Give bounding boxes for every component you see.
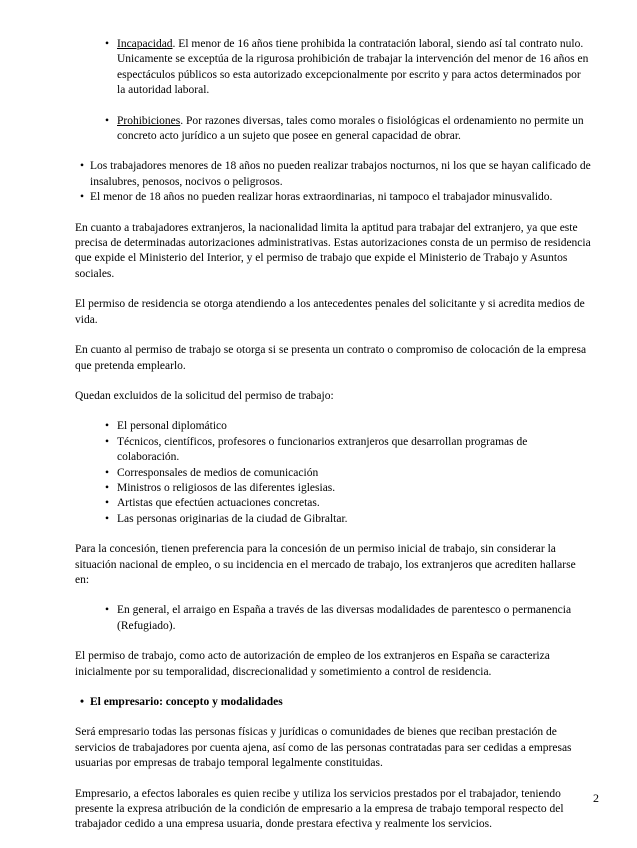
paragraph-empresario-efectos: Empresario, a efectos laborales es quien recibe y utiliza los servicios prestados por el trabajador, teniendo presente la expresa atribución de la condición de empresario a la empresa de trabajo temporal respecto del trabajador cedido a una empresa usuaria, donde prestara efectiva y realmente los servicios. bbox=[75, 787, 564, 831]
paragraph-excluidos-intro: Quedan excluidos de la solicitud del permiso de trabajo: bbox=[75, 389, 334, 402]
bullet-text: . Por razones diversas, tales como morales o fisiológicas el ordenamiento no permite un concreto acto jurídico a un sujeto que posee en general capacidad de obrar. bbox=[117, 114, 584, 143]
bullet-lead-underlined: Prohibiciones bbox=[117, 114, 181, 127]
minors-bullet-list bbox=[75, 159, 591, 205]
bullet-item: • Artistas que efectúen actuaciones concretas. bbox=[75, 496, 591, 511]
page-number: 2 bbox=[593, 791, 599, 805]
document-content bbox=[75, 37, 591, 848]
paragraph-permiso-trabajo: En cuanto al permiso de trabajo se otorga si se presenta un contrato o compromiso de colocación de la empresa que pretenda emplearlo. bbox=[75, 344, 587, 372]
bullet-item: • El menor de 18 años no pueden realizar horas extraordinarias, ni tampoco el trabajador minusvalido. bbox=[75, 190, 591, 205]
bullet-item: • Los trabajadores menores de 18 años no pueden realizar trabajos nocturnos, ni los que se hayan calificado de insalubres, penosos, nocivos o peligrosos. bbox=[75, 159, 591, 190]
bullet-item-incapacidad bbox=[75, 37, 591, 99]
bullet-item: • Las personas originarias de la ciudad de Gibraltar. bbox=[75, 512, 591, 527]
preference-bullet-list bbox=[75, 603, 591, 634]
bullet-item: • Ministros o religiosos de las diferentes iglesias. bbox=[75, 481, 591, 496]
bullet-text: . El menor de 16 años tiene prohibida la contratación laboral, siendo así tal contrato nulo. Unicamente se exceptúa de la rigurosa prohibición de trabajar la intervención del menor de 16 años en espectáculos públicos so esta autorizado excepcionalmente por escrito y para actos determinados por la autoridad laboral. bbox=[117, 38, 589, 97]
bullet-item: • En general, el arraigo en España a través de las diversas modalidades de parentesco o permanencia (Refugiado). bbox=[75, 603, 591, 634]
paragraph-concesion: Para la concesión, tienen preferencia para la concesión de un permiso inicial de trabajo, sin considerar la situación nacional de empleo, o su incidencia en el mercado de trabajo, los extranjeros que acrediten hallarse en: bbox=[75, 543, 576, 586]
excluded-bullet-list bbox=[75, 419, 591, 527]
bullet-lead-underlined: Incapacidad bbox=[117, 38, 173, 50]
capacity-bullet-list bbox=[75, 37, 591, 144]
bullet-item: • Corresponsales de medios de comunicación bbox=[75, 466, 591, 481]
bullet-item-prohibiciones bbox=[75, 114, 591, 145]
bullet-item: • El personal diplomático bbox=[75, 419, 591, 434]
bullet-item: • Técnicos, científicos, profesores o funcionarios extranjeros que desarrollan programas de colaboración. bbox=[75, 435, 591, 466]
paragraph-extranjeros: En cuanto a trabajadores extranjeros, la nacionalidad limita la aptitud para trabajar del extranjero, ya que este precisa de determinadas autorizaciones administrativas. Estas autorizaciones consta de un permiso de residencia que expide el Ministerio del Interior, y el permiso de trabajo que expide el Ministerio de Trabajo y Asuntos sociales. bbox=[75, 221, 591, 280]
paragraph-residencia: El permiso de residencia se otorga atendiendo a los antecedentes penales del solicitante y si acredita medios de vida. bbox=[75, 298, 585, 326]
paragraph-empresario-def: Será empresario todas las personas físicas y jurídicas o comunidades de bienes que reciban prestación de servicios de trabajadores por cuenta ajena, así como de las personas contratadas para ser cedidas a empresas usuarias por empresas de trabajo temporal legalmente constituidas. bbox=[75, 726, 572, 770]
section-heading-empresario: • El empresario: concepto y modalidades bbox=[75, 695, 591, 710]
section-heading-list bbox=[75, 695, 591, 710]
paragraph-caracteriza: El permiso de trabajo, como acto de autorización de empleo de los extranjeros en España se caracteriza inicialmente por su temporalidad, discrecionalidad y sometimiento a control de residencia. bbox=[75, 650, 550, 678]
